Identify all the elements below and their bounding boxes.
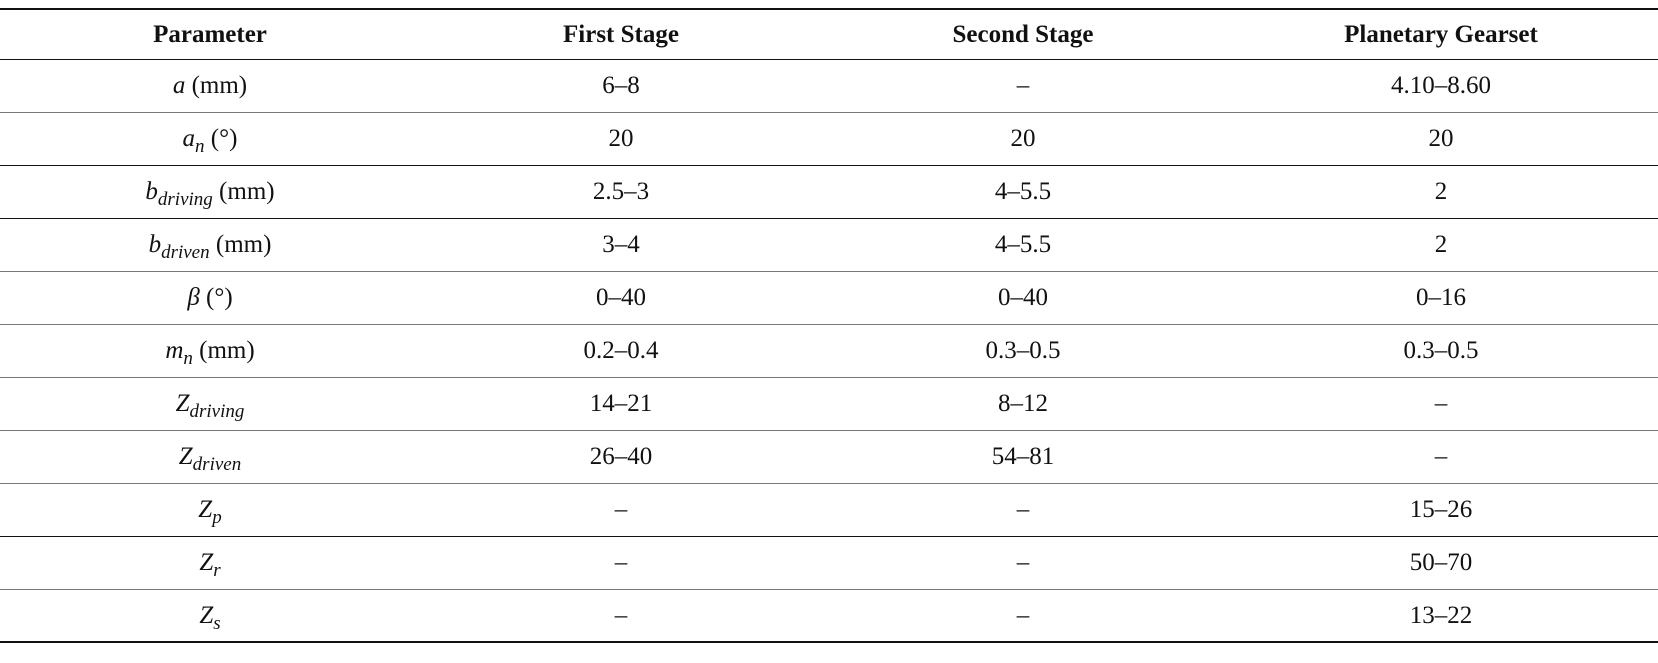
table-body (0, 59, 1658, 642)
parameter-symbol: Z (198, 496, 213, 523)
parameter-cell (0, 112, 420, 165)
table-row (0, 483, 1658, 536)
second-stage-cell: 54–81 (822, 430, 1224, 483)
parameter-symbol: Z (178, 443, 193, 470)
second-stage-cell: 0.3–0.5 (822, 324, 1224, 377)
table-row (0, 218, 1658, 271)
second-stage-cell: 4–5.5 (822, 218, 1224, 271)
second-stage-cell: 0–40 (822, 271, 1224, 324)
first-stage-cell: 26–40 (420, 430, 822, 483)
parameter-unit: (mm) (192, 337, 255, 364)
table-row (0, 324, 1658, 377)
planetary-cell: – (1224, 430, 1658, 483)
first-stage-cell: 0.2–0.4 (420, 324, 822, 377)
parameter-unit: (°) (204, 125, 238, 152)
first-stage-cell: 14–21 (420, 377, 822, 430)
header-first-stage: First Stage (420, 9, 822, 59)
parameter-symbol: b (148, 231, 162, 258)
parameter-symbol: b (145, 178, 158, 205)
planetary-cell: 13–22 (1224, 589, 1658, 642)
parameter-symbol: m (165, 337, 184, 364)
table-row (0, 165, 1658, 218)
parameter-symbol: Z (199, 601, 214, 629)
second-stage-cell: 8–12 (822, 377, 1224, 430)
parameter-cell (0, 59, 420, 112)
parameter-subscript: n (195, 136, 205, 157)
planetary-cell: 2 (1224, 165, 1658, 218)
second-stage-cell: – (822, 589, 1224, 642)
planetary-cell: 20 (1224, 112, 1658, 165)
planetary-cell: 50–70 (1224, 536, 1658, 589)
parameter-subscript: driven (192, 454, 242, 475)
parameter-symbol: β (187, 284, 200, 311)
first-stage-cell: 6–8 (420, 59, 822, 112)
parameter-cell (0, 377, 420, 430)
parameter-subscript: r (213, 560, 221, 581)
table-row (0, 271, 1658, 324)
parameter-cell (0, 271, 420, 324)
parameter-symbol: Z (199, 549, 214, 576)
planetary-cell: 2 (1224, 218, 1658, 271)
first-stage-cell: 3–4 (420, 218, 822, 271)
parameter-unit: (°) (199, 284, 233, 311)
parameter-cell (0, 165, 420, 218)
planetary-cell: 0.3–0.5 (1224, 324, 1658, 377)
parameter-unit: (mm) (209, 231, 272, 258)
table-row (0, 377, 1658, 430)
parameter-symbol: a (182, 125, 196, 152)
parameter-cell (0, 589, 420, 642)
parameter-subscript: driven (161, 242, 210, 263)
parameter-unit: (mm) (185, 72, 248, 99)
parameter-table-container (0, 8, 1658, 643)
first-stage-cell: 20 (420, 112, 822, 165)
planetary-cell: 15–26 (1224, 483, 1658, 536)
parameter-cell (0, 536, 420, 589)
parameter-symbol: Z (175, 390, 190, 417)
planetary-cell: 4.10–8.60 (1224, 59, 1658, 112)
first-stage-cell: – (420, 536, 822, 589)
table-row (0, 536, 1658, 589)
parameter-subscript: p (212, 507, 222, 528)
parameter-cell (0, 324, 420, 377)
planetary-cell: 0–16 (1224, 271, 1658, 324)
second-stage-cell: 20 (822, 112, 1224, 165)
gear-parameter-table (0, 8, 1658, 643)
parameter-symbol: a (172, 72, 186, 99)
parameter-subscript: driving (157, 189, 213, 210)
parameter-unit: (mm) (212, 178, 275, 205)
header-second-stage: Second Stage (822, 9, 1224, 59)
second-stage-cell: 4–5.5 (822, 165, 1224, 218)
second-stage-cell: – (822, 483, 1224, 536)
parameter-cell (0, 430, 420, 483)
first-stage-cell: 2.5–3 (420, 165, 822, 218)
table-header (0, 9, 1658, 59)
first-stage-cell: 0–40 (420, 271, 822, 324)
table-row (0, 59, 1658, 112)
parameter-subscript: driving (189, 401, 245, 422)
header-planetary-gearset: Planetary Gearset (1224, 9, 1658, 59)
parameter-subscript: s (213, 612, 221, 634)
header-parameter: Parameter (0, 9, 420, 59)
table-row (0, 112, 1658, 165)
second-stage-cell: – (822, 59, 1224, 112)
table-row (0, 430, 1658, 483)
second-stage-cell: – (822, 536, 1224, 589)
parameter-subscript: n (183, 348, 193, 369)
header-row (0, 9, 1658, 59)
first-stage-cell: – (420, 483, 822, 536)
planetary-cell: – (1224, 377, 1658, 430)
table-row (0, 589, 1658, 642)
parameter-cell (0, 218, 420, 271)
parameter-cell (0, 483, 420, 536)
first-stage-cell: – (420, 589, 822, 642)
